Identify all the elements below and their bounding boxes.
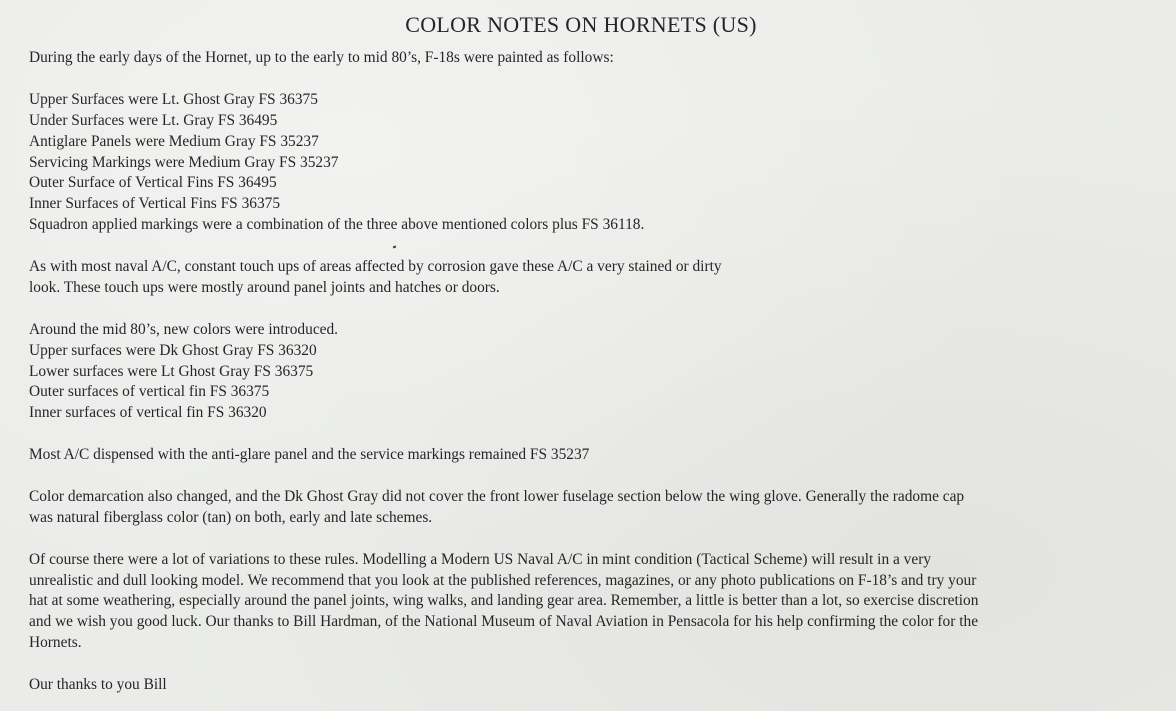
antiglare-note: Most A/C dispensed with the anti-glare panel and the service markings remained FS 35237 [29, 446, 590, 464]
early-scheme-item: Squadron applied markings were a combination of the three above mentioned colors plus FS 36118. [29, 216, 645, 234]
intro-paragraph: During the early days of the Hornet, up to the early to mid 80’s, F-18s were painted as follows: [29, 49, 614, 66]
late-scheme-item: Inner surfaces of vertical fin FS 36320 [29, 404, 267, 422]
document-body [29, 48, 1141, 696]
late-scheme-item: Upper surfaces were Dk Ghost Gray FS 36320 [29, 341, 317, 359]
closing-line: Our thanks to you Bill [29, 676, 167, 694]
late-scheme-list [29, 320, 1141, 425]
touchups-paragraph [29, 257, 1141, 299]
touchups-line: look. These touch ups were mostly around panel joints and hatches or doors. [29, 278, 500, 296]
touchups-line: As with most naval A/C, constant touch ups of areas affected by corrosion gave these A/C a very stained or dirty [29, 258, 722, 276]
early-scheme-item: Antiglare Panels were Medium Gray FS 35237 [29, 132, 319, 150]
early-scheme-item: Inner Surfaces of Vertical Fins FS 36375 [29, 195, 281, 213]
late-scheme-item: Outer surfaces of vertical fin FS 36375 [29, 383, 270, 401]
variations-line: unrealistic and dull looking model. We recommend that you look at the published references, magazines, or any photo publications on F-18’s and try your [29, 571, 977, 589]
paragraph-gap [29, 69, 1141, 90]
paragraph-gap [29, 466, 1141, 487]
late-scheme-item: Lower surfaces were Lt Ghost Gray FS 36375 [29, 362, 314, 380]
early-scheme-item: Upper Surfaces were Lt. Ghost Gray FS 36375 [29, 90, 318, 108]
late-scheme-item: Around the mid 80’s, new colors were introduced. [29, 320, 339, 338]
variations-line: Of course there were a lot of variations to these rules. Modelling a Modern US Naval A/C in mint condition (Tactical Scheme) will result in a very [29, 550, 932, 568]
variations-line: and we wish you good luck. Our thanks to Bill Hardman, of the National Museum of Naval Aviation in Pensacola for his help confirming the color for the [29, 613, 979, 631]
paragraph-gap [29, 529, 1141, 550]
paragraph-gap [29, 236, 1141, 257]
paragraph-gap [29, 654, 1141, 675]
document-title: COLOR NOTES ON HORNETS (US) [405, 12, 757, 37]
early-scheme-item: Outer Surface of Vertical Fins FS 36495 [29, 174, 277, 192]
early-scheme-list [29, 90, 1141, 236]
demarcation-paragraph [29, 487, 1141, 529]
demarcation-line: was natural fiberglass color (tan) on both, early and late schemes. [29, 508, 433, 526]
early-scheme-item: Under Surfaces were Lt. Gray FS 36495 [29, 111, 278, 129]
variations-line: hat at some weathering, especially around the panel joints, wing walks, and landing gear area. Remember, a little is better than a lot, so exercise discretion [29, 592, 979, 610]
demarcation-line: Color demarcation also changed, and the Dk Ghost Gray did not cover the front lower fuselage section below the wing glove. Generally the radome cap [29, 487, 965, 505]
paragraph-gap [29, 299, 1141, 320]
variations-line: Hornets. [29, 634, 82, 652]
early-scheme-item: Servicing Markings were Medium Gray FS 35237 [29, 153, 339, 171]
paragraph-gap [29, 424, 1141, 445]
variations-paragraph [29, 550, 1141, 655]
